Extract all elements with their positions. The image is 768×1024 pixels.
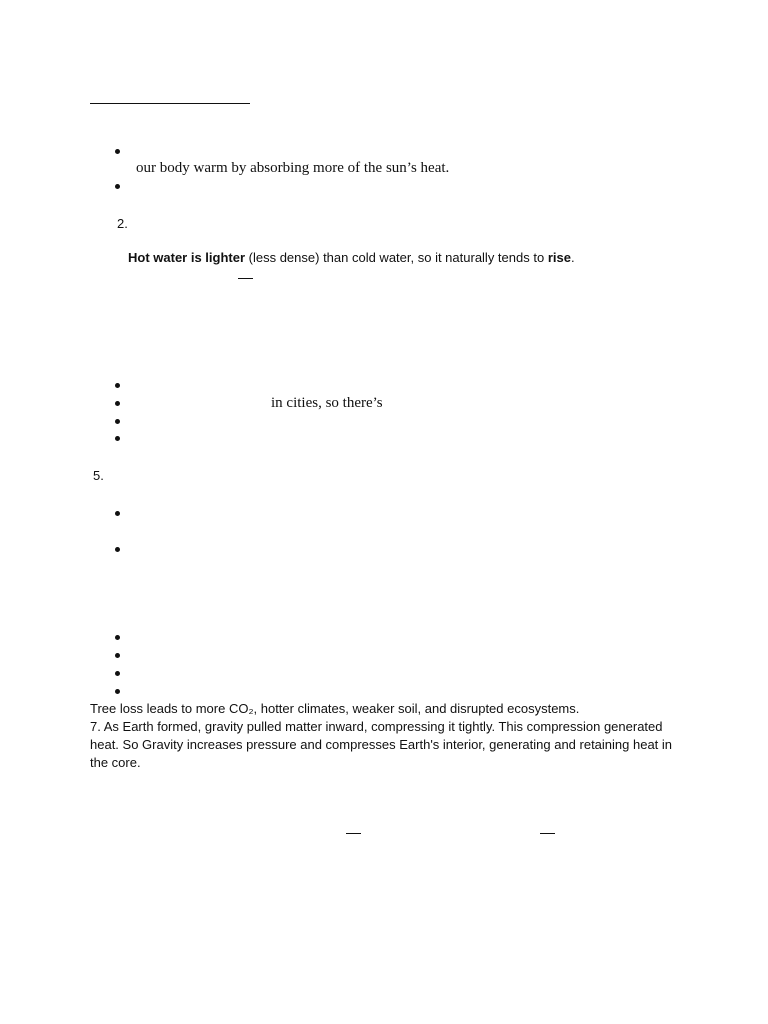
bullet (115, 689, 120, 694)
top-underline (90, 103, 250, 104)
bullet (115, 401, 120, 406)
hot-water-text: (less dense) than cold water, so it naturally tends to (245, 250, 548, 265)
section-6-text: Tree loss leads to more CO₂, hotter climates, weaker soil, and disrupted ecosystems. (90, 701, 580, 716)
period-text: . (570, 250, 575, 265)
section-5-number: 5. (93, 468, 104, 483)
short-dash (346, 833, 361, 834)
section-4-text: in cities, so there’s (271, 395, 383, 411)
bullet (115, 184, 120, 189)
section-1-text: our body warm by absorbing more of the sun’s heat. (136, 160, 450, 176)
bullet (115, 149, 120, 154)
bullet (115, 436, 120, 441)
bullet (115, 511, 120, 516)
short-dash (540, 833, 555, 834)
section-2-text (128, 250, 575, 265)
section-2-number: 2. (117, 216, 128, 231)
section-7-text: 7. As Earth formed, gravity pulled matter inward, compressing it tightly. This compression generated heat. So Gravity increases pressure and compresses Earth's interior, generating and retaining heat in the core. (90, 719, 673, 770)
hot-water-bold: Hot water is lighter (128, 250, 246, 265)
bullet (115, 383, 120, 388)
rise-bold: rise (547, 250, 571, 265)
short-dash (238, 278, 253, 279)
bullet (115, 635, 120, 640)
bullet (115, 419, 120, 424)
bullet (115, 671, 120, 676)
bullet (115, 653, 120, 658)
bullet (115, 547, 120, 552)
